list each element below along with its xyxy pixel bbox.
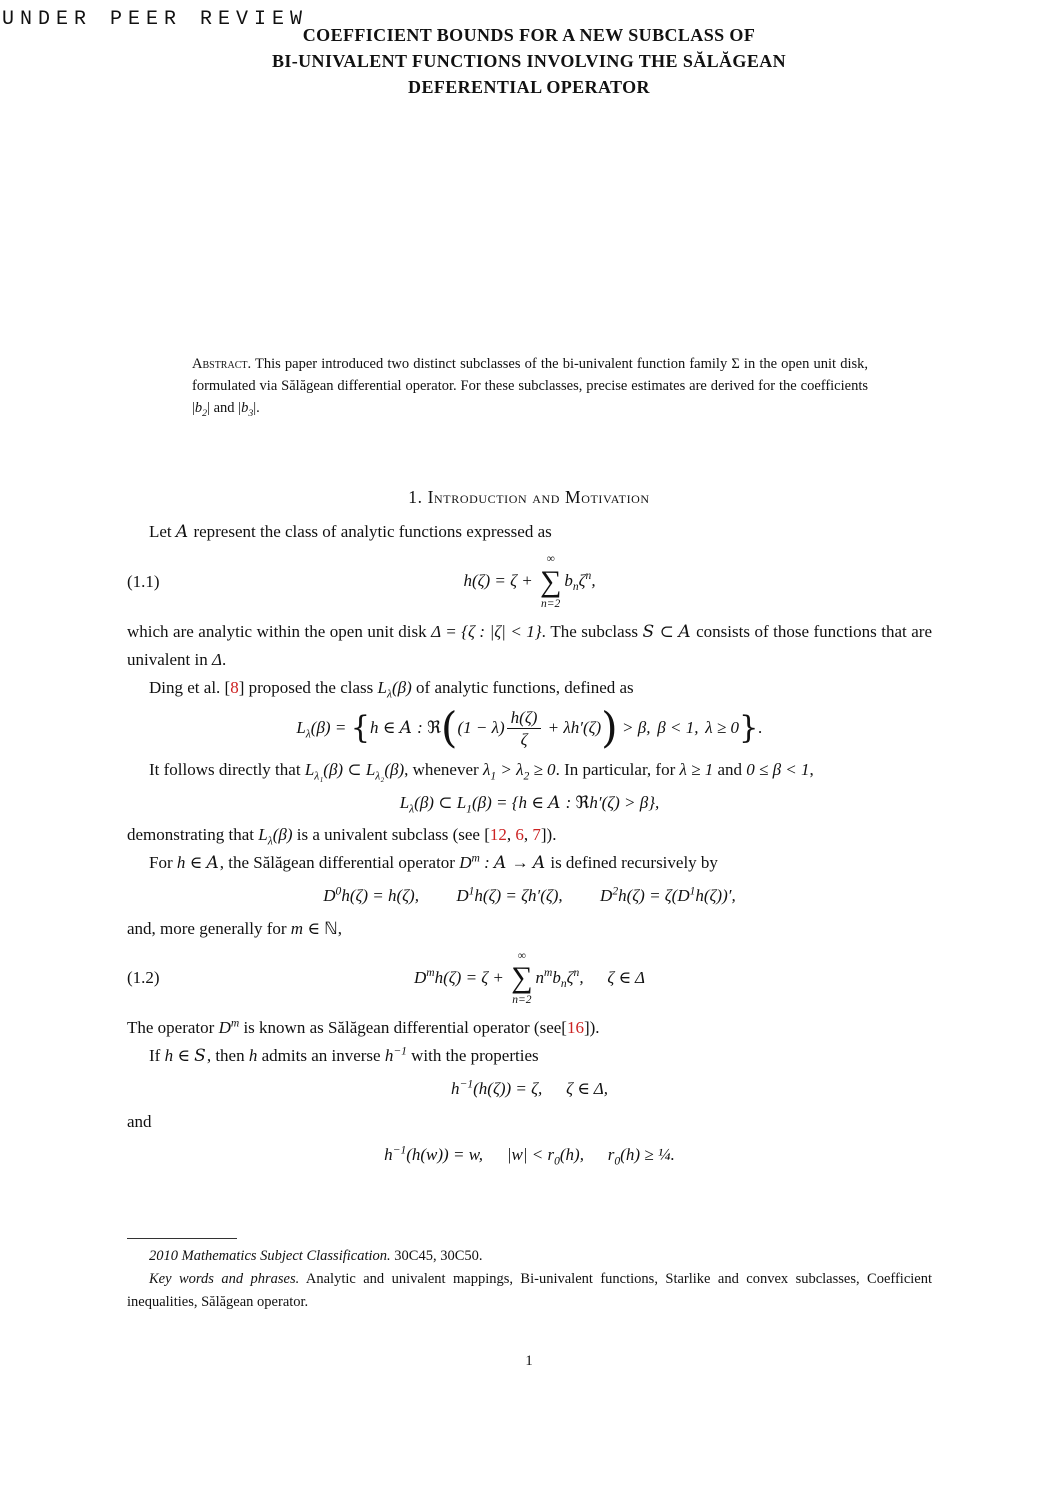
big-delimiter: ) bbox=[601, 703, 618, 753]
citation-link[interactable]: 6 bbox=[515, 825, 524, 845]
equation-1-1 bbox=[127, 552, 932, 612]
title-line-2: BI-UNIVALENT FUNCTIONS INVOLVING THE SĂLĂGEAN bbox=[271, 51, 787, 71]
footnote bbox=[127, 1238, 932, 1314]
keywords-line: Key words and phrases. Analytic and univalent mappings, Bi-univalent functions, Starlike and convex subclasses, Coefficient inequalities, Sălăgean operator. bbox=[127, 1271, 932, 1310]
paragraph-inverse: If h ∈ S, then h admits an inverse $h^{-1}$ with the properties bbox=[149, 1044, 539, 1067]
big-delimiter: { bbox=[350, 710, 371, 746]
equation-body: $L_\lambda(\beta) = \{h$ ∈ A : ℜ((1 − λ) $\frac{h(\zeta)}{\zeta}$ + λh′(ζ)) > β, β < 1, λ ≥ 0}. bbox=[296, 703, 763, 753]
paragraph-follows-directly: It follows directly that $L_{\lambda_1}(\beta)$ ⊂ $L_{\lambda_2}(\beta)$, whenever $\lambda_1 > \lambda_2 \ge 0$. In particular, for λ ≥ 1 and 0 ≤ β < 1, bbox=[149, 759, 814, 783]
script-letter: A bbox=[532, 853, 547, 874]
paragraph-operator-known: The operator $D^m$ is known as Sălăgean differential operator (see[16]). bbox=[127, 1016, 600, 1038]
abstract: Abstract. This paper introduced two distinct subclasses of the bi-univalent function family Σ in the open unit disk, formulated via Sălăgean differential operator. For these subclasses, precise estimates are derived for the coefficients $|b_2|$ and $|b_3|$. bbox=[192, 356, 868, 419]
equation-body: $L_\lambda(\beta)$ ⊂ $L_1(\beta) = \{h$ ∈ A : ℜh′(ζ) > β}, bbox=[399, 792, 660, 816]
citation-link[interactable]: 8 bbox=[230, 677, 239, 697]
equation-L-subset bbox=[127, 792, 932, 816]
paragraph-intro: Let A represent the class of analytic functions expressed as bbox=[149, 522, 552, 542]
script-letter: A bbox=[175, 522, 190, 542]
equation-tag: (1.1) bbox=[127, 571, 160, 591]
equation-inverse-w bbox=[127, 1144, 932, 1165]
paragraph-demonstrating: demonstrating that $L_\lambda(\beta)$ is a univalent subclass (see [12, 6, 7]). bbox=[127, 825, 557, 848]
script-letter: A bbox=[678, 621, 692, 642]
title-line-3: DEFERENTIAL OPERATOR bbox=[408, 77, 650, 97]
paragraph-analytic-disk: which are analytic within the open unit disk Δ = {ζ : |ζ| < 1}. The subclass S ⊂ A consists of those functions that are univalent in Δ. bbox=[127, 621, 933, 669]
paragraph-ding: Ding et al. [8] proposed the class $L_\lambda(\beta)$ of analytic functions, defined as bbox=[149, 677, 634, 701]
script-letter: A bbox=[494, 853, 508, 874]
equation-L-lambda-definition bbox=[127, 703, 932, 753]
equation-body: $h^{-1}(h(\zeta)) = \zeta$, ζ ∈ Δ, bbox=[451, 1077, 608, 1099]
equation-body: $h^{-1}(h(w)) = w$, $|w| < r_0(h)$, $r_0(h)$ ≥ ¼. bbox=[384, 1142, 675, 1167]
section-heading: 1. Introduction and Motivation bbox=[408, 487, 650, 507]
citation-link[interactable]: 16 bbox=[566, 1018, 584, 1038]
script-letter: A bbox=[399, 717, 413, 738]
paragraph-salagean-operator: For h ∈ A, the Sălăgean differential operator $D^m$ : A → A is defined recursively by bbox=[149, 851, 718, 874]
body-text bbox=[127, 518, 932, 1165]
equation-body: $D^mh(\zeta) = \zeta$ + ∞ ∑ n=2 $n^mb_n\zeta^n$, ζ ∈ Δ bbox=[413, 949, 646, 1007]
script-letter: A bbox=[206, 853, 220, 874]
footnote-rule bbox=[127, 1238, 237, 1239]
equation-1-2 bbox=[127, 949, 932, 1009]
equation-body: h(ζ) = ζ + ∞ ∑ n=2 $b_n\zeta^n$, bbox=[463, 553, 596, 610]
equation-inverse-zeta bbox=[127, 1078, 932, 1099]
summation-symbol: ∞ ∑ n=2 bbox=[511, 949, 533, 1007]
citation-link[interactable]: 12 bbox=[489, 825, 507, 845]
paragraph-and: and bbox=[127, 1111, 152, 1131]
title-line-1: COEFFICIENT BOUNDS FOR A NEW SUBCLASS OF bbox=[302, 25, 756, 45]
citation-link[interactable]: 7 bbox=[532, 825, 541, 845]
script-letter: S bbox=[194, 1046, 207, 1067]
script-letter: S bbox=[642, 621, 656, 642]
big-delimiter: } bbox=[738, 710, 759, 746]
fraction: $\frac{h(\zeta)}{\zeta}$ bbox=[507, 708, 542, 750]
summation-symbol: ∞ ∑ n=2 bbox=[539, 553, 562, 610]
equation-tag: (1.2) bbox=[127, 968, 160, 988]
msc-line: 2010 Mathematics Subject Classification. 30C45, 30C50. bbox=[149, 1248, 483, 1264]
equation-body: $D^0h(\zeta) = h(\zeta)$, $D^1h(\zeta) = \zeta h'(\zeta)$, $D^2h(\zeta) = \zeta(D^1h(\zeta))'$, bbox=[323, 884, 736, 906]
big-delimiter: ( bbox=[440, 703, 458, 753]
equation-D-recursive bbox=[127, 885, 932, 906]
script-letter: A bbox=[548, 792, 562, 813]
paragraph-more-generally: and, more generally for m ∈ ℕ, bbox=[127, 918, 343, 938]
peer-review-watermark: UNDER PEER REVIEW bbox=[2, 8, 309, 31]
page-number: 1 bbox=[525, 1353, 533, 1369]
